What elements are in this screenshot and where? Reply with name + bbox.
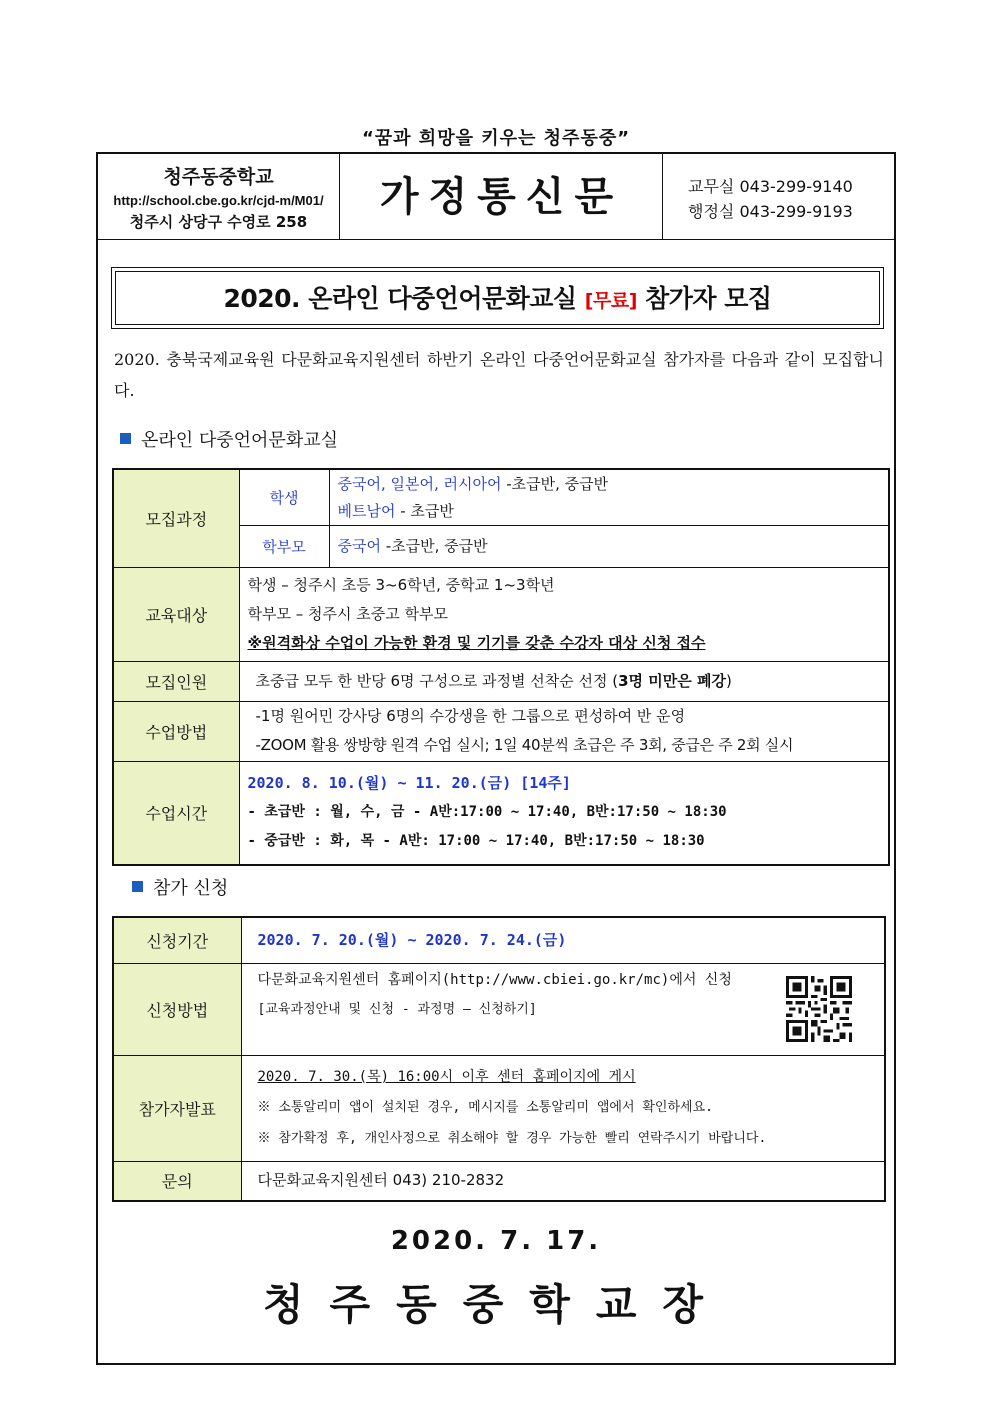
letterhead	[98, 154, 894, 240]
announce-content	[241, 1055, 885, 1161]
announce-date: 2020. 7. 30.(목) 16:00시 이후 센터 홈페이지에 게시	[257, 1069, 636, 1085]
table-row	[113, 1161, 885, 1201]
target-parents: 학부모 – 청주시 초중고 학부모	[247, 604, 448, 623]
method-line2: -ZOOM 활용 쌍방향 원격 수업 실시; 1일 40분씩 초급은 주 3회, 중급은 주 2회 실시	[255, 736, 794, 754]
apply-label: 신청방법	[113, 963, 241, 1055]
admin-phone: 행정실 043-299-9193	[688, 202, 853, 221]
issue-date: 2020. 7. 17.	[390, 1226, 602, 1256]
section-heading-apply	[132, 874, 228, 900]
recruit-label: 모집과정	[113, 469, 239, 567]
student-lang2-level: - 초급반	[395, 502, 454, 521]
table-row	[113, 469, 889, 525]
square-bullet-icon	[120, 433, 131, 444]
parent-label: 학부모	[239, 525, 329, 567]
course-table	[112, 468, 890, 866]
notice-title-box	[111, 267, 884, 329]
student-languages	[329, 469, 889, 525]
period-content: 2020. 7. 20.(월) ~ 2020. 7. 24.(금)	[241, 917, 885, 963]
announce-label: 참가자발표	[113, 1055, 241, 1161]
qr-code-icon[interactable]	[786, 976, 852, 1042]
principal-signature: 청주동중학교장	[262, 1280, 729, 1329]
application-table	[112, 916, 886, 1202]
student-lang2: 베트남어	[337, 502, 396, 521]
beginner-schedule: - 초급반 : 월, 수, 금 - A반:17:00 ~ 17:40, B반:17:50 ~ 18:30	[247, 804, 727, 821]
count-label: 모집인원	[113, 661, 239, 701]
intermediate-schedule: - 중급반 : 화, 목 - A반: 17:00 ~ 17:40, B반:17:50 ~ 18:30	[247, 833, 705, 850]
table-row	[113, 1055, 885, 1161]
section-heading-course	[120, 426, 338, 452]
contact-label: 문의	[113, 1161, 241, 1201]
school-address: 청주시 상당구 수영로 258	[129, 213, 308, 231]
apply-path: [교육과정안내 및 신청 - 과정명 – 신청하기]	[257, 1001, 537, 1017]
period-label: 신청기간	[113, 917, 241, 963]
table-row	[113, 661, 889, 701]
count-content: 초중급 모두 한 반당 6명 구성으로 과정별 선착순 선정 (3명 미만은 폐강)	[239, 661, 889, 701]
parent-lang: 중국어	[337, 536, 381, 555]
student-lang1-level: -초급반, 중급반	[501, 475, 609, 494]
time-content	[239, 761, 889, 865]
contact-content: 다문화교육지원센터 043) 210-2832	[241, 1161, 885, 1201]
free-badge: [무료]	[584, 290, 637, 312]
method-line1: -1명 원어민 강사당 6명의 수강생을 한 그룹으로 편성하여 반 운영	[255, 707, 686, 725]
school-url[interactable]: http://school.cbe.go.kr/cjd-m/M01/	[113, 193, 324, 208]
newsletter-frame	[96, 152, 896, 1365]
table-row	[113, 761, 889, 865]
section-heading-text: 참가 신청	[153, 878, 229, 899]
student-lang1: 중국어, 일본어, 러시아어	[337, 475, 502, 494]
announce-note1: ※ 소통알리미 앱이 설치된 경우, 메시지를 소통알리미 앱에서 확인하세요.	[257, 1100, 713, 1115]
school-info	[98, 154, 340, 240]
parent-languages	[329, 525, 889, 567]
notice-title	[115, 271, 880, 325]
parent-lang-level: -초급반, 중급반	[380, 536, 488, 555]
square-bullet-icon	[132, 881, 143, 892]
count-warning: 3명 미만은 폐강	[618, 671, 726, 690]
method-label: 수업방법	[113, 701, 239, 761]
motto: “꿈과 희망을 키우는 청주동중”	[361, 128, 631, 149]
notice-title-main: 2020. 온라인 다중언어문화교실	[223, 284, 577, 313]
table-row	[113, 701, 889, 761]
contact-phones	[688, 174, 853, 224]
announce-note2: ※ 참가확정 후, 개인사정으로 취소해야 할 경우 가능한 빨리 연락주시기 바랍니다.	[257, 1131, 767, 1146]
newsletter-title: 가정통신문	[341, 154, 663, 240]
apply-site[interactable]: 다문화교육지원센터 홈페이지(http://www.cbiei.go.kr/mc)에서 신청	[257, 971, 732, 988]
target-note: ※원격화상 수업이 가능한 환경 및 기기를 갖춘 수강자 대상 신청 접수	[247, 633, 706, 652]
table-row	[113, 917, 885, 963]
section-heading-text: 온라인 다중언어문화교실	[141, 430, 338, 451]
notice-title-end: 참가자 모집	[645, 284, 772, 313]
school-name: 청주동중학교	[163, 166, 274, 188]
table-row	[113, 567, 889, 661]
table-row	[113, 963, 885, 1055]
student-label: 학생	[239, 469, 329, 525]
target-students: 학생 – 청주시 초등 3~6학년, 중학교 1~3학년	[247, 575, 555, 594]
intro-paragraph: 2020. 충북국제교육원 다문화교육지원센터 하반기 온라인 다중언어문화교실 참가자를 다음과 같이 모집합니다.	[114, 350, 884, 400]
time-label: 수업시간	[113, 761, 239, 865]
target-content	[239, 567, 889, 661]
office-phone: 교무실 043-299-9140	[688, 177, 853, 196]
class-period: 2020. 8. 10.(월) ~ 11. 20.(금) [14주]	[247, 774, 571, 793]
method-content	[239, 701, 889, 761]
target-label: 교육대상	[113, 567, 239, 661]
